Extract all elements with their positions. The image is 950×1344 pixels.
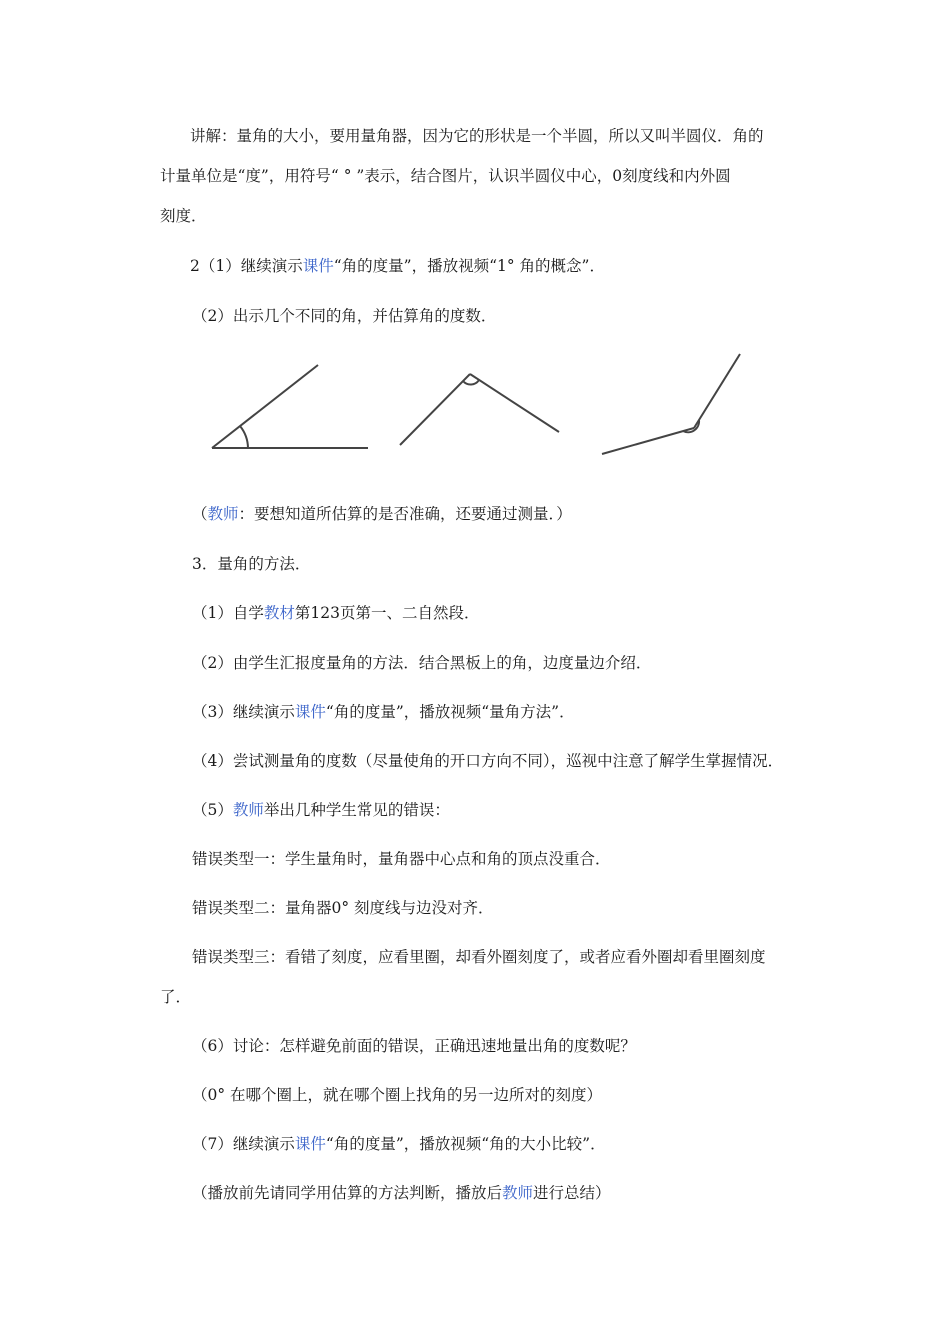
paragraph-2-2: （2）出示几个不同的角，并估算角的度数． bbox=[192, 307, 497, 325]
error-type-3-line-1: 错误类型三：看错了刻度，应看里圈，却看外圈刻度了，或者应看外圈却看里圈刻度 bbox=[192, 948, 766, 966]
text: （ bbox=[192, 505, 208, 523]
explain-line-2: 计量单位是“度”，用符号“ ° ”表示，结合图片，认识半圆仪中心，0刻度线和内外圆 bbox=[160, 167, 731, 185]
text: （5） bbox=[192, 801, 233, 819]
error-type-2: 错误类型二：量角器0° 刻度线与边没对齐． bbox=[192, 899, 494, 917]
obtuse-angle bbox=[400, 374, 559, 445]
paragraph-3-5 bbox=[192, 800, 450, 820]
section-3-heading: 3．量角的方法． bbox=[192, 555, 311, 573]
paragraph-3-1 bbox=[192, 603, 479, 623]
textbook-link[interactable]: 教材 bbox=[263, 604, 295, 622]
error-type-3-line-2: 了． bbox=[160, 988, 192, 1006]
paragraph-3-3 bbox=[192, 702, 575, 722]
teacher-link[interactable]: 教师 bbox=[207, 505, 239, 523]
paragraph-3-6: （6）讨论：怎样避免前面的错误，正确迅速地量出角的度数呢？ bbox=[192, 1037, 636, 1055]
explain-line-3: 刻度． bbox=[160, 207, 207, 225]
paragraph-3-7-note bbox=[192, 1183, 611, 1203]
paragraph-2-1 bbox=[190, 256, 605, 276]
text: 第123页第一、二自然段． bbox=[294, 604, 480, 622]
teacher-link[interactable]: 教师 bbox=[502, 1184, 534, 1202]
paragraph-3-7 bbox=[192, 1134, 606, 1154]
obtuse-angle-2 bbox=[602, 354, 740, 454]
paragraph-3-2: （2）由学生汇报度量角的方法．结合黑板上的角，边度量边介绍． bbox=[192, 654, 652, 672]
text: 进行总结） bbox=[533, 1184, 611, 1202]
teacher-note bbox=[192, 504, 572, 524]
text: 举出几种学生常见的错误： bbox=[263, 801, 450, 819]
text: “角的度量”，播放视频“角的大小比较”． bbox=[325, 1135, 606, 1153]
teacher-link[interactable]: 教师 bbox=[232, 801, 264, 819]
text: “角的度量”，播放视频“1° 角的概念”． bbox=[333, 257, 605, 275]
text: （3）继续演示 bbox=[192, 703, 295, 721]
error-type-1: 错误类型一：学生量角时，量角器中心点和角的顶点没重合． bbox=[192, 850, 611, 868]
text: （播放前先请同学用估算的方法判断，播放后 bbox=[192, 1184, 503, 1202]
paragraph-3-6-note: （0° 在哪个圈上，就在哪个圈上找角的另一边所对的刻度） bbox=[192, 1086, 603, 1104]
text: （7）继续演示 bbox=[192, 1135, 295, 1153]
courseware-link[interactable]: 课件 bbox=[294, 703, 326, 721]
text: 2（1）继续演示 bbox=[190, 257, 303, 275]
courseware-link[interactable]: 课件 bbox=[294, 1135, 326, 1153]
explain-line-1: 讲解：量角的大小，要用量角器，因为它的形状是一个半圆，所以又叫半圆仪．角的 bbox=[190, 127, 764, 145]
text: （1）自学 bbox=[192, 604, 264, 622]
paragraph-3-4: （4）尝试测量角的度数（尽量使角的开口方向不同），巡视中注意了解学生掌握情况． bbox=[192, 752, 784, 770]
angles-figure bbox=[200, 345, 760, 465]
acute-angle bbox=[212, 365, 368, 448]
text: “角的度量”，播放视频“量角方法”． bbox=[325, 703, 575, 721]
courseware-link[interactable]: 课件 bbox=[302, 257, 334, 275]
text: ：要想知道所估算的是否准确，还要通过测量．） bbox=[238, 505, 572, 523]
